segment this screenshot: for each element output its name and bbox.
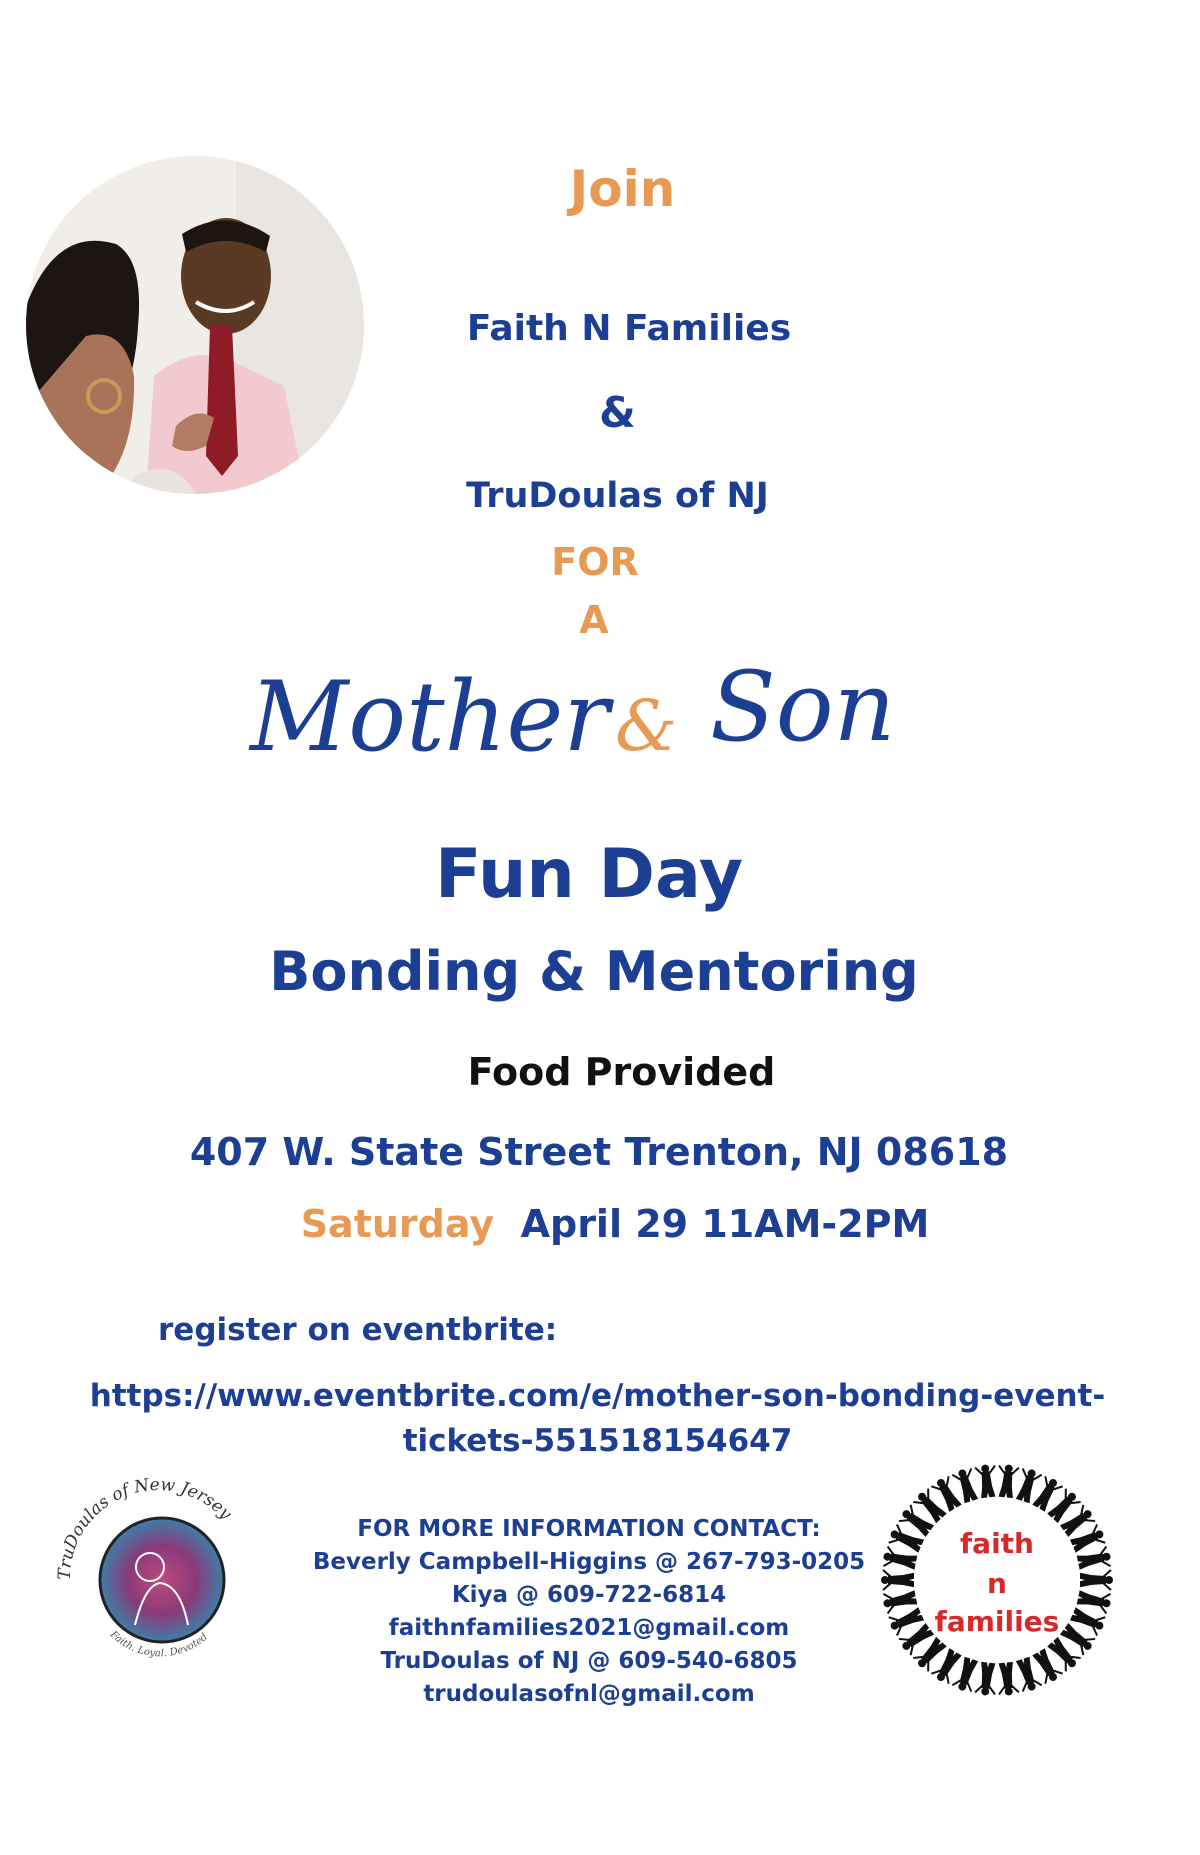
org-trudoulas: TruDoulas of NJ — [466, 476, 769, 516]
logo-right-faith: faith — [960, 1527, 1034, 1560]
contact-line: Beverly Campbell-Higgins @ 267-793-0205 — [312, 1549, 866, 1575]
ampersand: & — [599, 388, 636, 437]
a-text: A — [579, 598, 609, 642]
script-mother: Mother — [250, 661, 610, 773]
event-date-line — [0, 1202, 1200, 1246]
register-label: register on eventbrite: — [158, 1312, 558, 1348]
food-provided: Food Provided — [467, 1050, 776, 1094]
contact-email[interactable]: faithnfamilies2021@gmail.com — [388, 1615, 790, 1641]
registration-url-line1[interactable]: https://www.eventbrite.com/e/mother-son-bonding-event- — [89, 1378, 1106, 1414]
script-ampersand: & — [615, 685, 678, 767]
org-faith-n-families: Faith N Families — [466, 308, 792, 349]
event-date-time: April 29 11AM-2PM — [520, 1202, 930, 1246]
registration-link[interactable] — [0, 1374, 1195, 1464]
person-silhouette-icon — [952, 1467, 981, 1504]
logo-right-families: families — [934, 1605, 1060, 1638]
event-address: 407 W. State Street Trenton, NJ 08618 — [189, 1130, 1009, 1174]
event-title: Fun Day — [434, 835, 744, 914]
event-subtitle: Bonding & Mentoring — [269, 940, 919, 1003]
contact-line: TruDoulas of NJ @ 609-540-6805 — [380, 1648, 798, 1674]
for-text: FOR — [551, 540, 639, 584]
logo-left-bottom-text: Faith. Loyal. Devoted — [107, 1629, 210, 1660]
logo-right-n: n — [987, 1567, 1007, 1600]
contact-heading: FOR MORE INFORMATION CONTACT: — [357, 1516, 821, 1542]
person-silhouette-icon — [975, 1464, 998, 1498]
registration-url-line2[interactable]: tickets-551518154647 — [402, 1423, 793, 1459]
contact-line: Kiya @ 609-722-6814 — [451, 1582, 727, 1608]
logo-left-arc-text: TruDoulas of New Jersey — [54, 1474, 236, 1581]
script-title — [240, 640, 900, 800]
contact-email[interactable]: trudoulasofnl@gmail.com — [423, 1681, 755, 1707]
contact-block — [0, 1513, 1178, 1711]
person-silhouette-icon — [1013, 1467, 1042, 1504]
join-heading: Join — [569, 160, 676, 218]
event-day: Saturday — [300, 1202, 495, 1246]
script-son: Son — [710, 651, 896, 763]
person-silhouette-icon — [996, 1464, 1019, 1498]
